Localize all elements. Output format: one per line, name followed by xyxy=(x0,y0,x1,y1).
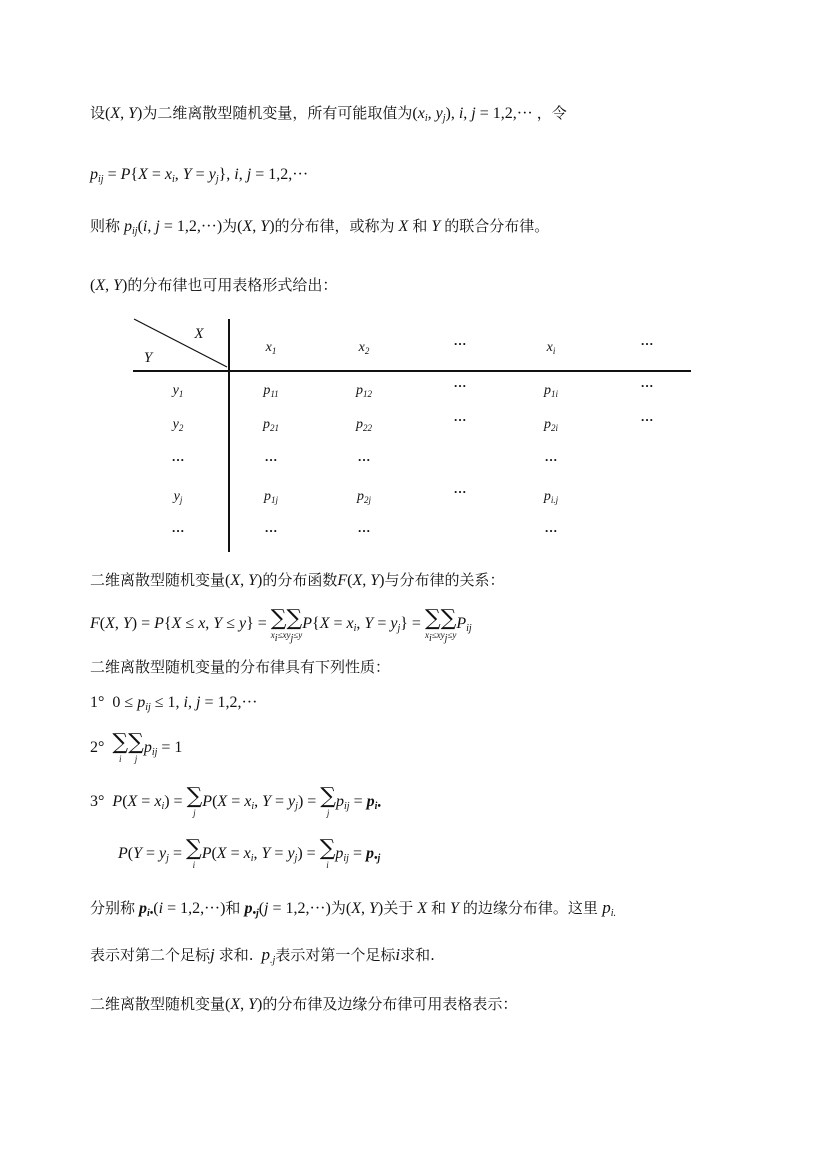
table-row-header: $y_1$ xyxy=(172,383,184,399)
def-text-b: 为 xyxy=(222,217,238,235)
table-cell: ··· xyxy=(357,452,371,467)
table-intro-text: 的分布律也可用表格形式给出： xyxy=(127,276,338,294)
table-col-header: ··· xyxy=(453,336,467,351)
property-3-row-marginal: 3° $P(X = x_i)$ = ∑ j $P(X = x_i$, $Y = y_j$) = ∑ j $p_{ij} = p_{i•}$ xyxy=(90,784,381,818)
marg-text-f: 的边缘分布律。这里 xyxy=(462,899,598,917)
props-text: 二维离散型随机变量的分布律具有下列性质： xyxy=(90,658,391,676)
table-cell: ··· xyxy=(640,378,654,393)
note-text-a: 表示对第二个足标 xyxy=(90,946,211,964)
bullet-1: 1° xyxy=(90,694,105,711)
relation-line: 二维离散型随机变量(X, Y)的分布函数F(X, Y)与分布律的关系： xyxy=(90,571,505,589)
joint-pmf-formula: $p_{ij} = P\{X = x_i$, $Y = y_j$}, i, j = 1,2,··· xyxy=(90,166,309,185)
table-col-header: $x_i$ xyxy=(546,340,556,356)
bullet-2: 2° xyxy=(90,739,105,756)
last-text-a: 二维离散型随机变量 xyxy=(90,995,226,1013)
marg-text-e: 和 xyxy=(431,899,447,917)
property-1: 1° $0 \le p_{ij} \le 1$, i, j = 1,2,··· xyxy=(90,694,258,713)
table-col-header: $x_1$ xyxy=(265,340,277,356)
table-cell: ··· xyxy=(264,452,278,467)
properties-heading xyxy=(90,657,390,677)
marginal-line: 分别称 $p_{i•}(i = 1,2,\cdot\cdot\cdot)$和 $p_{•j}(j = 1,2,\cdot\cdot\cdot)$为(X, Y)关于 X 和 Y 的边缘分布律。这里 $p_{i.}$ xyxy=(90,898,616,919)
marg-text-c: 为 xyxy=(330,899,346,917)
table-cell: $p_{2i}$ xyxy=(543,417,559,433)
bullet-3: 3° xyxy=(90,793,105,810)
table-cell: $p_{2j}$ xyxy=(356,489,372,505)
marg-text-d: 关于 xyxy=(383,899,414,917)
table-cell: ··· xyxy=(453,484,467,499)
def-text-e: 的联合分布律。 xyxy=(444,217,550,235)
def-text-a: 则称 xyxy=(90,217,121,235)
table-col-header: $x_2$ xyxy=(358,340,370,356)
property-3-col-marginal: $P(Y = y_j$ = ∑ i $P(X = x_i$, $Y = y_j$) = ∑ i $p_{ij} = p_{•j}$ xyxy=(118,836,381,870)
table-horizontal-rule xyxy=(133,370,691,372)
table-cell: ··· xyxy=(453,412,467,427)
note-text-b: 求和. xyxy=(218,946,254,964)
intro-text-c: ，令 xyxy=(536,104,567,122)
rel-text-c: 与分布律的关系： xyxy=(384,571,505,589)
table-cell: ··· xyxy=(357,523,371,538)
table-row-header: ··· xyxy=(171,452,185,467)
intro-text-b: 为二维离散型随机变量，所有可能取值为 xyxy=(142,104,413,122)
table-cell: ··· xyxy=(453,378,467,393)
last-text-b: 的分布律及边缘分布律可用表格表示： xyxy=(262,995,518,1013)
table-row-header: $y_j$ xyxy=(173,489,183,505)
table-cell: ··· xyxy=(544,452,558,467)
table-cell: ··· xyxy=(264,523,278,538)
table-cell: $p_{11}$ xyxy=(263,383,279,399)
def-text-d: 和 xyxy=(412,217,428,235)
marg-text-b: 和 xyxy=(225,899,241,917)
intro-line: 设(X, Y)为二维离散型随机变量，所有可能取值为($x_i$, $y_j$), i, j = 1,2,··· ，令 xyxy=(90,104,567,124)
cdf-formula: F(X, Y) = P{X ≤ x, Y ≤ y} = ∑ $x_i\le x$ ∑ $y_j\le y$ $P\{X = x_i$, $Y = y_j$} = ∑ $x_i\le x$ ∑ $y_j\le y$ $P_{ij}$ xyxy=(90,606,472,644)
table-intro-line: (X, Y)的分布律也可用表格形式给出： xyxy=(90,276,338,294)
table-row-header: $y_2$ xyxy=(172,417,184,433)
definition-line: 则称 $p_{ij}(i$, j = 1,2,···)为(X, Y)的分布律，或称为 X 和 Y 的联合分布律。 xyxy=(90,217,550,237)
table-col-header: ··· xyxy=(640,336,654,351)
table-cell: $p_{22}$ xyxy=(356,417,372,433)
table-vertical-rule xyxy=(228,319,230,552)
property-2: 2° ∑ i ∑ j $p_{ij} = 1$ xyxy=(90,730,183,764)
note-text-c: 表示对第一个足标 xyxy=(275,946,396,964)
note-text-d: 求和. xyxy=(400,946,435,964)
table-cell: $p_{21}$ xyxy=(263,417,279,433)
table-cell: $p_{12}$ xyxy=(356,383,372,399)
table-cell: $p_{1i}$ xyxy=(543,383,559,399)
marg-text-a: 分别称 xyxy=(90,899,136,917)
note-line: 表示对第二个足标j 求和. $p_{.j}$表示对第一个足标i求和. xyxy=(90,945,435,966)
last-line: 二维离散型随机变量(X, Y)的分布律及边缘分布律可用表格表示： xyxy=(90,995,518,1013)
def-text-c: 的分布律，或称为 xyxy=(274,217,395,235)
table-cell: ··· xyxy=(640,412,654,427)
table-cell: ··· xyxy=(544,523,558,538)
table-cell: $p_{i.j}$ xyxy=(543,489,559,505)
table-row-header: ··· xyxy=(171,523,185,538)
table-cell: $p_{1j}$ xyxy=(263,489,279,505)
rel-text-a: 二维离散型随机变量 xyxy=(90,571,226,589)
intro-text-a: 设 xyxy=(90,104,106,122)
corner-x-label: X xyxy=(194,326,204,342)
rel-text-b: 的分布函数 xyxy=(262,571,338,589)
corner-y-label: Y xyxy=(143,350,153,366)
